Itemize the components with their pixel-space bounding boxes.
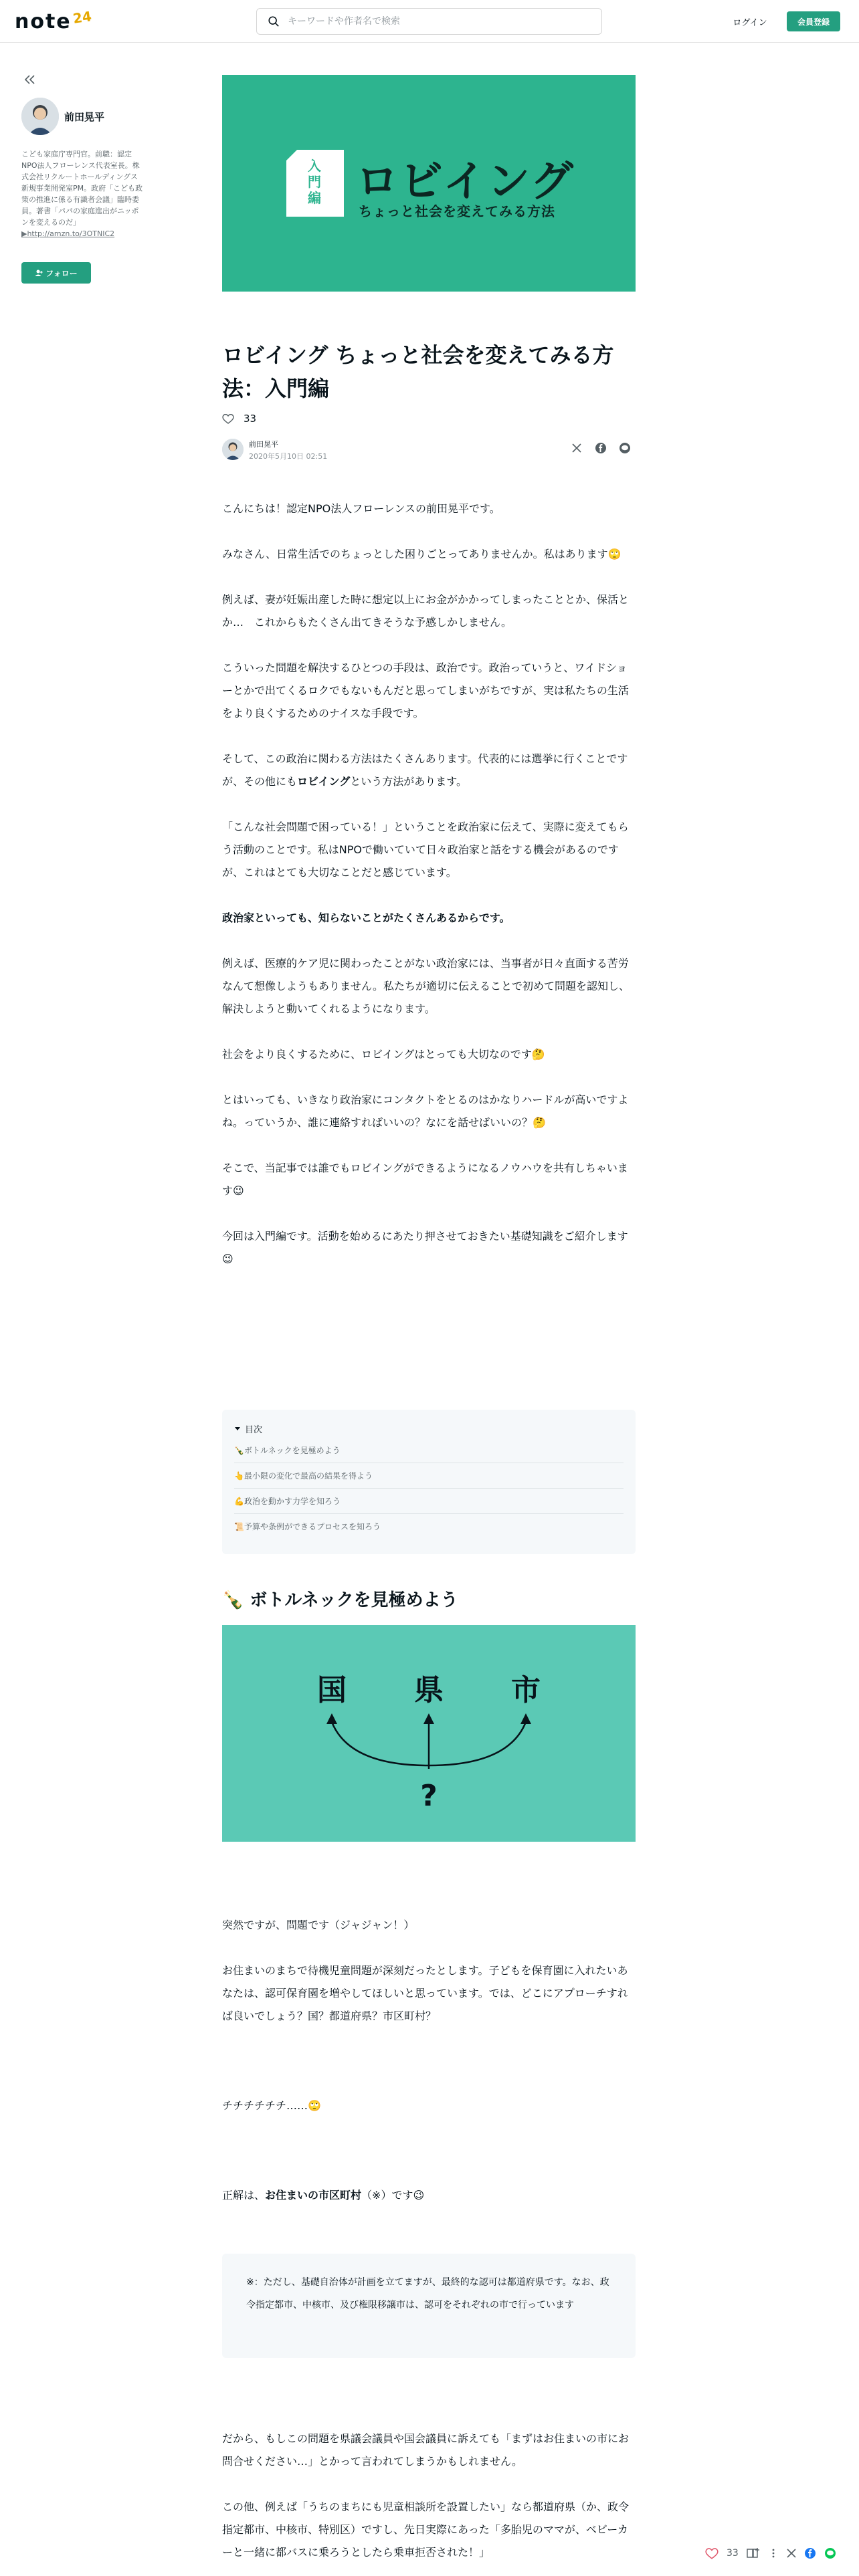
diagram-label-ken: 県 <box>414 1673 444 1707</box>
like-count: 33 <box>244 413 257 425</box>
diagram-label-kuni: 国 <box>317 1673 347 1707</box>
byline-author[interactable]: 前田晃平 <box>249 440 278 449</box>
paragraph: 「こんな社会問題で困っている！」ということを政治家に伝えて、実際に変えてもらう活動のことです。私はNPOで働いていて日々政治家と話をする機会があるのですが、これはとても大切なことだと感じています。 <box>222 821 629 879</box>
byline-avatar[interactable] <box>222 439 244 460</box>
search-icon <box>268 15 280 27</box>
floating-action-bar <box>705 2545 836 2561</box>
diagram-arrowhead-ken <box>423 1713 434 1724</box>
answer-prefix: 正解は、 <box>222 2189 266 2202</box>
bottom-like-count: 33 <box>727 2548 739 2559</box>
diagram-question: ? <box>420 1779 438 1813</box>
section-body <box>222 1914 637 2207</box>
magazine-add-icon[interactable] <box>747 2545 760 2561</box>
follow-button[interactable] <box>21 262 91 284</box>
paragraph: チチチチチチ……🙄 <box>222 2099 321 2112</box>
paragraph: こんにちは！認定NPO法人フローレンスの前田晃平です。 <box>222 502 500 515</box>
facebook-share-icon[interactable] <box>594 441 607 455</box>
facebook-share-icon[interactable] <box>804 2545 816 2561</box>
paragraph: 今回は入門編です。活動を始めるにあたり押させておきたい基礎知識をご紹介します😉 <box>222 1230 628 1265</box>
paragraph: こういった問題を解決するひとつの手段は、政治です。政治っていうと、ワイドショーとかで出てくるロクでもないもんだと思ってしまいがちですが、実は私たちの生活をより良くするためのナイスな手段です。 <box>222 661 629 720</box>
section-heading-bottleneck: 🍾 ボトルネックを見極めよう <box>222 1590 458 1610</box>
paragraph-lobbying: そして、この政治に関わる方法はたくさんあります。代表的には選挙に行くことですが、その他にもロビイングという方法があります。 <box>222 752 628 788</box>
hero-subtitle: ちょっと社会を変えてみる方法 <box>359 203 555 219</box>
hero-image <box>222 75 636 292</box>
heart-icon[interactable] <box>222 413 234 424</box>
author-bio-text: こども家庭庁専門官。前職：認定NPO法人フローレンス代表室長。株式会社リクルートホールディングス新規事業開発室PM。政府「こども政策の推進に係る有識者会議」臨時委員。著書「パパの家庭進出がニッポンを変えるのだ」 <box>21 150 143 227</box>
toc-header[interactable] <box>234 1419 624 1438</box>
logo-anniversary-badge: 24 <box>72 8 93 27</box>
paragraph: みなさん、日常生活でのちょっとした困りごとってありませんか。私はあります🙄 <box>222 548 622 560</box>
line-share-icon[interactable] <box>618 441 632 455</box>
paragraph: お住まいのまちで待機児童問題が深刻だったとします。子どもを保育園に入れたいあなたは、認可保育園を増やしてほしいと思っています。では、どこにアプローチすれば良いでしょう？国？都道府県？市区町村？ <box>222 1964 628 2022</box>
table-of-contents <box>222 1410 636 1554</box>
toc-item[interactable]: 👆最小限の変化で最高の結果を得よう <box>234 1463 624 1489</box>
toc-item[interactable]: 💪政治を動かす力学を知ろう <box>234 1489 624 1514</box>
paragraph: 例えば、妻が妊娠出産した時に想定以上にお金がかかってしまったこととか、保活とか… これからもたくさん出てきそうな予感しかしません。 <box>222 593 630 629</box>
heart-icon[interactable] <box>705 2545 719 2561</box>
toc-item[interactable]: 📜予算や条例ができるプロセスを知ろう <box>234 1522 381 1531</box>
follow-label: フォロー <box>45 268 78 278</box>
line-share-icon[interactable] <box>824 2545 836 2561</box>
paragraph: 例えば、医療的ケア児に関わったことがない政治家には、当事者が日々直面する苦労なんて想像しようもありません。私たちが適切に伝えることで初めて問題を認知し、解決しようと動いてくれるようになります。 <box>222 957 630 1015</box>
note-block: ※：ただし、基礎自治体が計画を立てますが、最終的な認可は都道府県です。なお、政令指定都市、中核市、及び権限移譲市は、認可をそれぞれの市で行っています <box>222 2254 636 2358</box>
paragraph: とはいっても、いきなり政治家にコンタクトをとるのはかなりハードルが高いですよね。っていうか、誰に連絡すればいいの？なにを話せばいいの？🤔 <box>222 1093 629 1129</box>
diagram-label-shi: 市 <box>511 1673 541 1707</box>
author-bio-link[interactable]: ▶http://amzn.to/3OTNIC2 <box>21 229 115 238</box>
bottleneck-diagram <box>222 1625 636 1842</box>
hero-title: ロビイング <box>356 157 575 207</box>
author-name[interactable]: 前田晃平 <box>64 111 105 123</box>
more-icon[interactable] <box>768 2545 779 2561</box>
toc-item[interactable]: 🍾ボトルネックを見極めよう <box>234 1438 624 1463</box>
search-box[interactable] <box>256 8 602 35</box>
note-logo[interactable] <box>15 9 92 33</box>
user-plus-icon <box>35 269 43 277</box>
toc-heading: 目次 <box>245 1424 263 1435</box>
paragraph: この他、例えば「うちのまちにも児童相談所を設置したい」なら都道府県（か、政令指定都市、中核市、特別区）ですし、先日実際にあった「多胎児のママが、ベビーカーと一緒に都バスに乗ろうとしたら乗車拒否された！」 <box>222 2500 630 2559</box>
logo-text: note <box>15 9 72 33</box>
signup-button[interactable]: 会員登録 <box>787 11 840 31</box>
hero-tag-label: 入門編 <box>308 158 321 206</box>
answer-strong: お住まいの市区町村 <box>265 2189 362 2202</box>
article-body <box>222 498 637 1293</box>
like-area <box>222 411 256 427</box>
answer-suffix: （※）です😉 <box>361 2189 425 2202</box>
paragraph: だから、もしこの問題を県議会議員や国会議員に訴えても「まずはお住まいの市にお問合せください…」とかって言われてしまうかもしれません。 <box>222 2432 630 2468</box>
paragraph: 突然ですが、問題です（ジャジャン！） <box>222 1919 415 1931</box>
x-share-icon[interactable] <box>787 2545 796 2561</box>
caret-down-icon <box>234 1425 241 1432</box>
search-input[interactable] <box>288 16 582 27</box>
share-buttons <box>570 441 632 455</box>
x-share-icon[interactable] <box>570 441 583 455</box>
section-body-continued <box>222 2428 637 2564</box>
paragraph-strong: 政治家といっても、知らないことがたくさんあるからです。 <box>222 911 510 924</box>
collapse-sidebar-icon[interactable] <box>23 72 37 87</box>
article-title: ロビイング ちょっと社会を変えてみる方法：入門編 <box>222 342 614 401</box>
publish-date: 2020年5月10日 02:51 <box>249 452 328 461</box>
login-button[interactable]: ログイン <box>733 17 767 28</box>
author-bio <box>21 148 145 239</box>
inline-strong-lobbying: ロビイング <box>297 775 351 788</box>
paragraph: 社会をより良くするために、ロビイングはとっても大切なのです🤔 <box>222 1048 545 1061</box>
diagram-arrowhead-shi <box>520 1713 531 1724</box>
paragraph: そこで、当記事では誰でもロビイングができるようになるノウハウを共有しちゃいます😉 <box>222 1162 628 1197</box>
author-avatar[interactable] <box>21 98 59 135</box>
paragraph-answer <box>222 2184 637 2207</box>
site-header <box>0 0 859 43</box>
diagram-arrowhead-kuni <box>326 1713 337 1724</box>
